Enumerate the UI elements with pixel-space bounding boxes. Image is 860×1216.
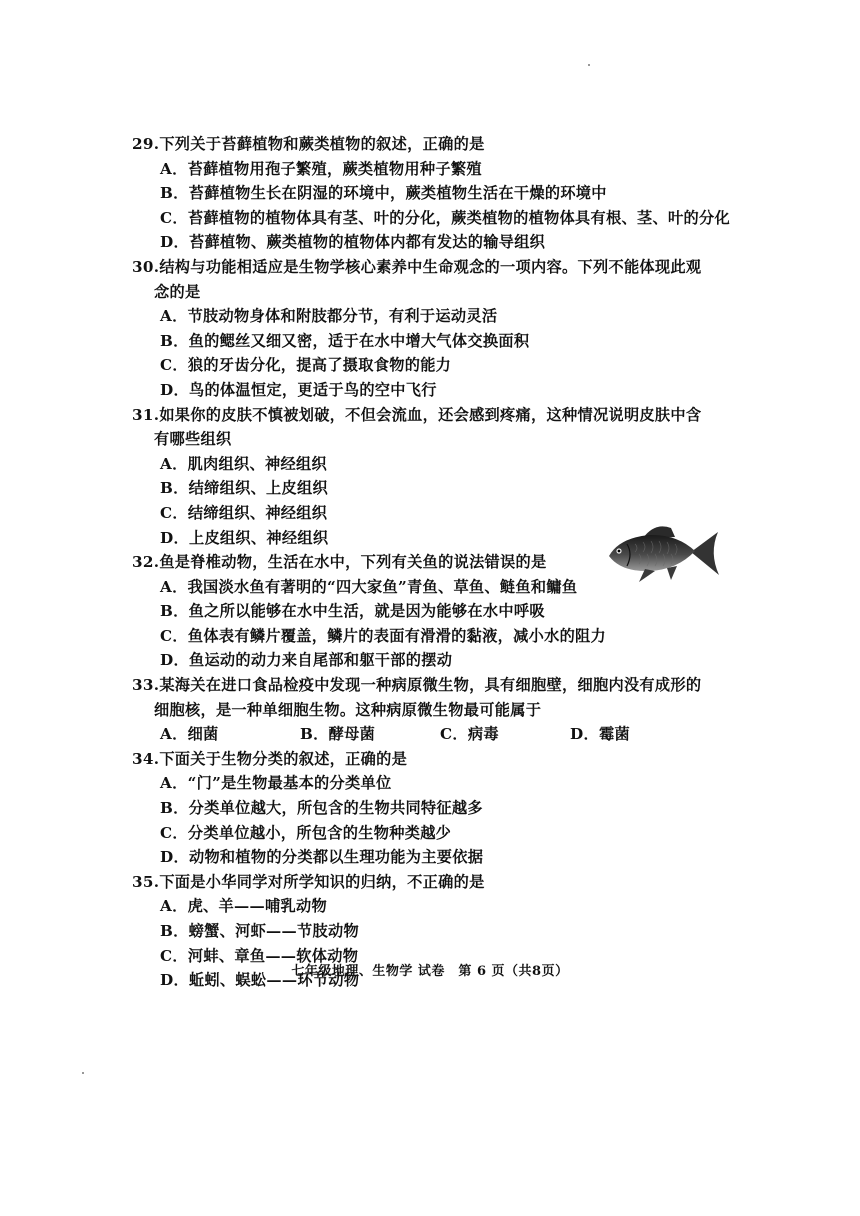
question-31-option-a: A．肌肉组织、神经组织: [160, 454, 327, 473]
question-33-options: [132, 722, 732, 747]
question-35-option-b: B．螃蟹、河虾——节肢动物: [160, 922, 359, 940]
question-30-option-c: C．狼的牙齿分化，提高了摄取食物的能力: [160, 356, 452, 375]
question-33-option-b: B．酵母菌: [300, 725, 376, 744]
question-30-stem-continued: 念的是: [154, 282, 201, 301]
question-30-option-b: B．鱼的鳃丝又细又密，适于在水中增大气体交换面积: [160, 331, 530, 350]
question-32-option-c: C．鱼体表有鳞片覆盖，鳞片的表面有滑滑的黏液，减小水的阻力: [160, 626, 607, 645]
scan-speck: [588, 64, 590, 66]
question-34-option-a: A．“门”是生物最基本的分类单位: [160, 774, 392, 793]
question-33-stem-continued: 细胞核，是一种单细胞生物。这种病原微生物最可能属于: [154, 700, 542, 719]
question-30-option-a: A．节肢动物身体和附肢都分节，有利于运动灵活: [160, 307, 498, 326]
scan-speck: [82, 1072, 84, 1074]
question-33-option-c: C．病毒: [440, 725, 499, 744]
question-35-option-d: D．蚯蚓、蜈蚣——环节动物: [160, 971, 360, 990]
question-35-option-a: A．虎、羊——哺乳动物: [160, 897, 327, 916]
question-34-option-d: D．动物和植物的分类都以生理功能为主要依据: [160, 848, 484, 867]
question-31-option-b: B．结缔组织、上皮组织: [160, 479, 329, 498]
page-footer: 七年级地理、生物学 试卷 第 6 页（共8页）: [291, 964, 569, 979]
question-32-option-d: D．鱼运动的动力来自尾部和躯干部的摆动: [160, 651, 453, 670]
question-35-stem: 35.下面是小华同学对所学知识的归纳，不正确的是: [132, 872, 485, 891]
question-29-option-b: B．苔藓植物生长在阴湿的环境中，蕨类植物生活在干燥的环境中: [160, 184, 607, 203]
question-29-option-a: A．苔藓植物用孢子繁殖，蕨类植物用种子繁殖: [160, 159, 482, 178]
fish-illustration: [605, 520, 721, 586]
question-33-option-d: D．霉菌: [570, 725, 630, 744]
question-33-stem: 33.某海关在进口食品检疫中发现一种病原微生物，具有细胞壁，细胞内没有成形的: [132, 676, 702, 695]
question-31-option-d: D．上皮组织、神经组织: [160, 528, 329, 547]
question-34-stem: 34.下面关于生物分类的叙述，正确的是: [132, 749, 408, 768]
question-34-option-c: C．分类单位越小，所包含的生物种类越少: [160, 823, 452, 842]
question-29-option-c: C．苔藓植物的植物体具有茎、叶的分化，蕨类植物的植物体具有根、茎、叶的分化: [160, 208, 730, 227]
question-35-option-c: C．河蚌、章鱼——软体动物: [160, 946, 359, 965]
question-30-stem: 30.结构与功能相适应是生物学核心素养中生命观念的一项内容。下列不能体现此观: [132, 257, 702, 276]
question-31-stem: 31.如果你的皮肤不慎被划破，不但会流血，还会感到疼痛，这种情况说明皮肤中含: [132, 405, 702, 424]
question-32-option-a: A．我国淡水鱼有著明的“四大家鱼”青鱼、草鱼、鲢鱼和鳙鱼: [160, 577, 578, 596]
question-29-stem: 29.下列关于苔藓植物和蕨类植物的叙述，正确的是: [132, 135, 485, 153]
question-33-option-a: A．细菌: [160, 725, 219, 744]
question-30-option-d: D．鸟的体温恒定，更适于鸟的空中飞行: [160, 380, 437, 399]
question-31-option-c: C．结缔组织、神经组织: [160, 503, 328, 522]
question-29-option-d: D．苔藓植物、蕨类植物的植物体内都有发达的输导组织: [160, 233, 546, 252]
question-31-stem-continued: 有哪些组织: [154, 430, 232, 449]
question-32-stem: 32.鱼是脊椎动物，生活在水中，下列有关鱼的说法错误的是: [132, 553, 547, 572]
question-34-option-b: B．分类单位越大，所包含的生物共同特征越多: [160, 799, 483, 818]
question-32-option-b: B．鱼之所以能够在水中生活，就是因为能够在水中呼吸: [160, 602, 545, 621]
